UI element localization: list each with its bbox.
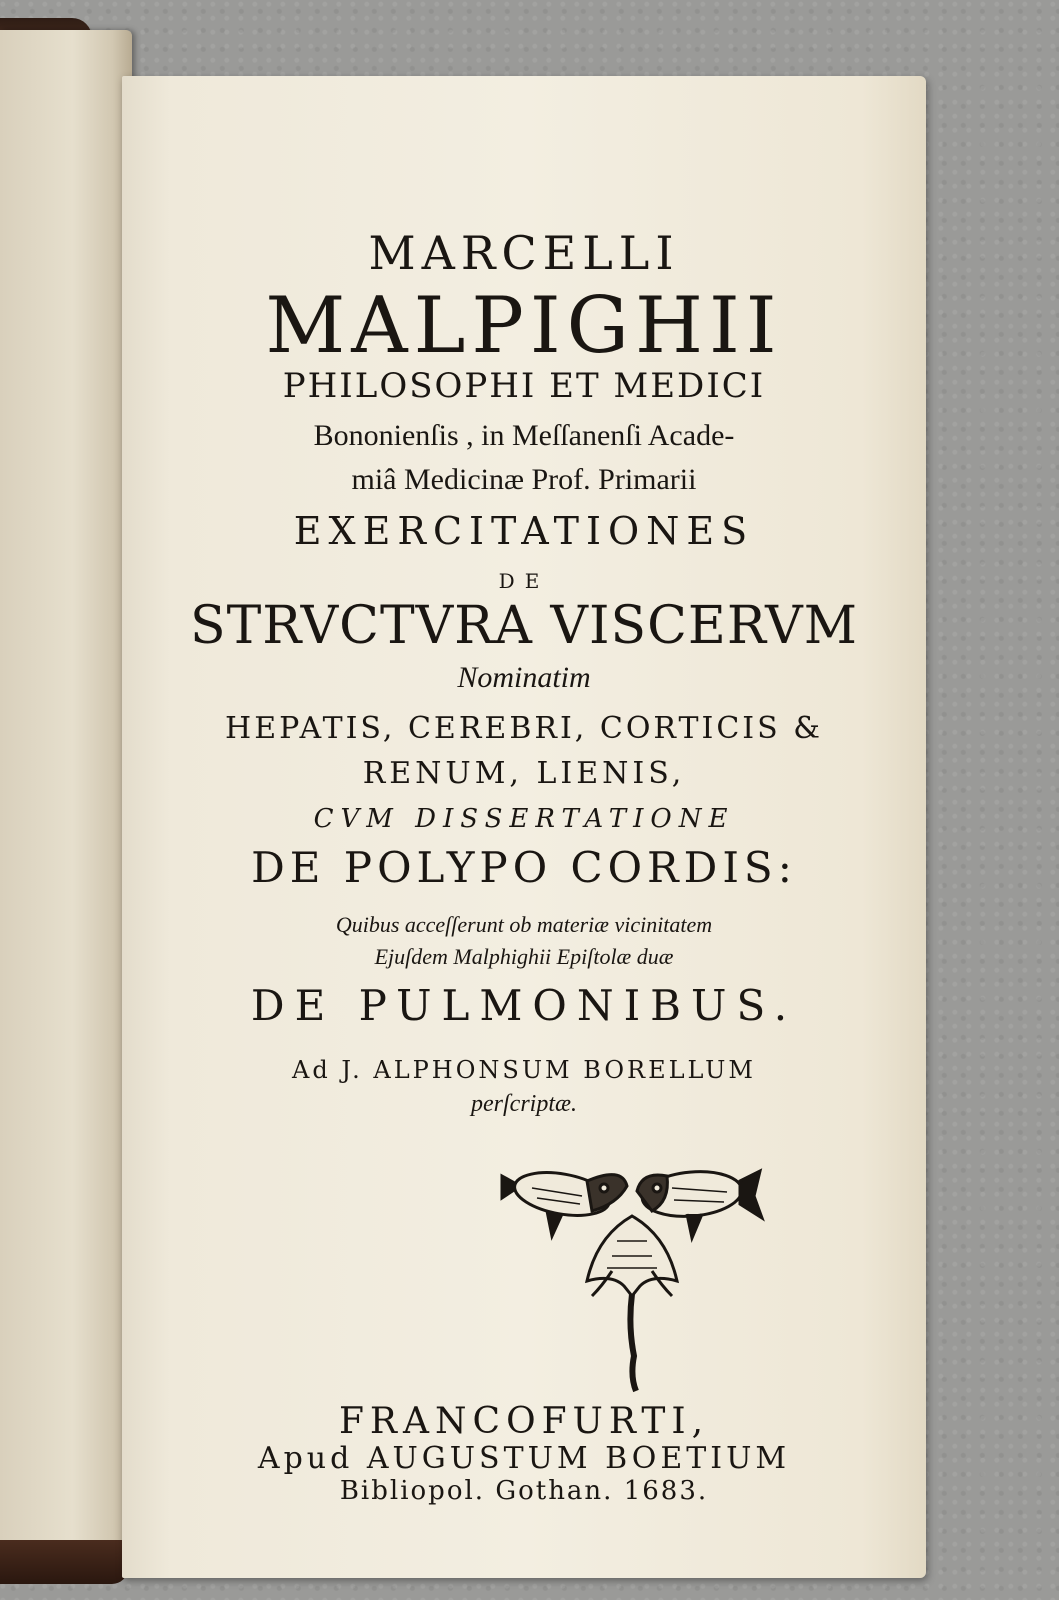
organs-line-1: HEPATIS, CEREBRI, CORTICIS & [225,711,823,746]
fish-woodcut-ornament [492,1156,772,1396]
dedication-line-1: Ad J. ALPHONSUM BORELLUM [292,1056,756,1084]
ray-fish-icon [587,1216,677,1391]
pulmonibus-title: DE PULMONIBUS. [250,981,798,1030]
quibus-line-1: Quibus acceſſerunt ob materiæ vicinitatem [335,912,713,937]
nominatim-line: Nominatim [457,661,591,694]
imprint-publisher: Apud AUGUSTUM BOETIUM [257,1441,791,1476]
dedication-line-2: perſcriptæ. [471,1091,577,1117]
work-title: EXERCITATIONES [293,509,755,553]
organs-line-2: RENUM, LIENIS, [362,756,686,791]
title-page [122,76,926,1578]
author-first-name: MARCELLI [368,226,680,280]
facing-blank-leaf [0,30,132,1575]
subject-title: STRVCTVRA VISCERVM [190,596,858,656]
dissertation-line: CVM DISSERTATIONE [313,804,735,834]
affiliation-line-2: miâ Medicinæ Prof. Primarii [351,463,697,496]
imprint-city: FRANCOFURTI, [338,1401,710,1442]
author-surname: MALPIGHII [265,281,783,371]
right-fish-icon [637,1168,762,1238]
polypo-title: DE POLYPO CORDIS: [251,843,797,892]
book-binding-bottom [0,1540,128,1584]
affiliation-line-1: Bononienſis , in Meſſanenſi Acade- [313,419,735,452]
quibus-line-2: Ejuſdem Malphighii Epiſtolæ duæ [374,944,674,969]
left-fish-icon [502,1166,627,1236]
author-role: PHILOSOPHI ET MEDICI [282,366,766,406]
title-preposition: DE [498,569,550,593]
imprint-year: Bibliopol. Gothan. 1683. [339,1476,709,1506]
